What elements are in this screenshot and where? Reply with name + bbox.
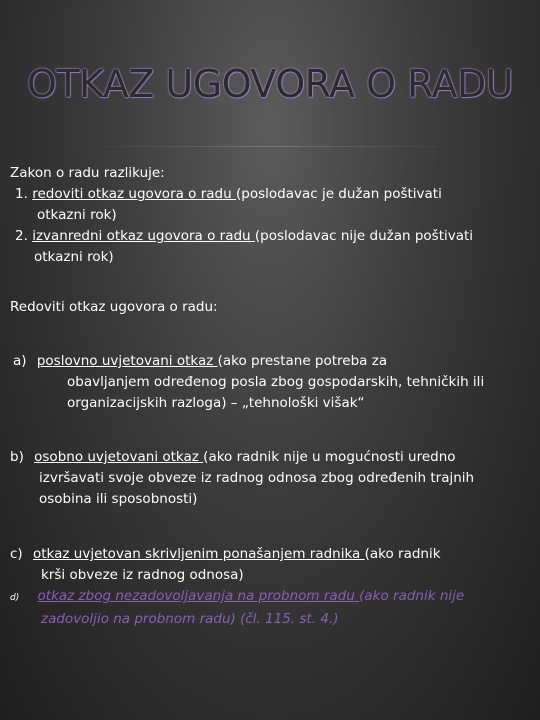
title-divider (78, 146, 466, 147)
intro-text: Zakon o radu razlikuje: (10, 165, 165, 181)
item-a-link[interactable]: poslovno uvjetovani otkaz (36, 353, 218, 369)
item-c-text: (ako radnik (364, 546, 441, 562)
item-a-line-2: obavljanjem određenog posla zbog gospodarskih, tehničkih ili (67, 374, 485, 390)
type-1-line-2: otkazni rok) (37, 207, 117, 223)
type-1-link[interactable]: redoviti otkaz ugovora o radu (32, 186, 236, 202)
item-b-link[interactable]: osobno uvjetovani otkaz (34, 449, 204, 465)
item-d-marker: d) (10, 593, 20, 603)
item-d-line-1 (10, 586, 525, 609)
type-2-link[interactable]: izvanredni otkaz ugovora o radu (32, 228, 255, 244)
item-b-marker: b) (10, 449, 24, 465)
item-c-line-1 (10, 544, 525, 565)
item-b-line-1 (10, 447, 525, 468)
type-2-text: (poslodavac nije dužan poštivati (254, 228, 474, 244)
section-heading: Redoviti otkaz ugovora o radu: (10, 299, 218, 315)
item-b-line-2: izvršavati svoje obveze iz radnog odnosa zbog određenih trajnih (39, 470, 475, 486)
item-b-text: (ako radnik nije u mogućnosti uredno (203, 449, 456, 465)
item-d-text: (ako radnik nije (359, 588, 465, 604)
item-a-text: (ako prestane potreba za (217, 353, 388, 369)
item-d-line-2: zadovoljio na probnom radu) (čl. 115. st. 4.) (41, 611, 339, 627)
item-d-link[interactable]: otkaz zbog nezadovoljavanja na probnom radu (37, 588, 360, 604)
item-c-line-2: krši obveze iz radnog odnosa) (41, 567, 244, 583)
item-b-line-3: osobina ili sposobnosti) (39, 491, 198, 507)
item-a-marker: a) (13, 353, 27, 369)
type-2-line-1 (10, 226, 525, 247)
type-1-number: 1. (15, 186, 28, 202)
item-c-marker: c) (10, 546, 23, 562)
type-1-line-1 (10, 184, 525, 205)
slide-title: OTKAZ UGOVORA O RADU (26, 62, 514, 106)
item-a-line-3: organizacijskih razloga) – „tehnološki višak“ (67, 395, 365, 411)
item-a-line-1 (10, 351, 525, 372)
type-2-number: 2. (15, 228, 28, 244)
type-2-line-2: otkazni rok) (34, 249, 114, 265)
slide-body (10, 163, 525, 630)
item-c-link[interactable]: otkaz uvjetovan skrivljenim ponašanjem radnika (33, 546, 365, 562)
type-1-text: (poslodavac je dužan poštivati (235, 186, 442, 202)
